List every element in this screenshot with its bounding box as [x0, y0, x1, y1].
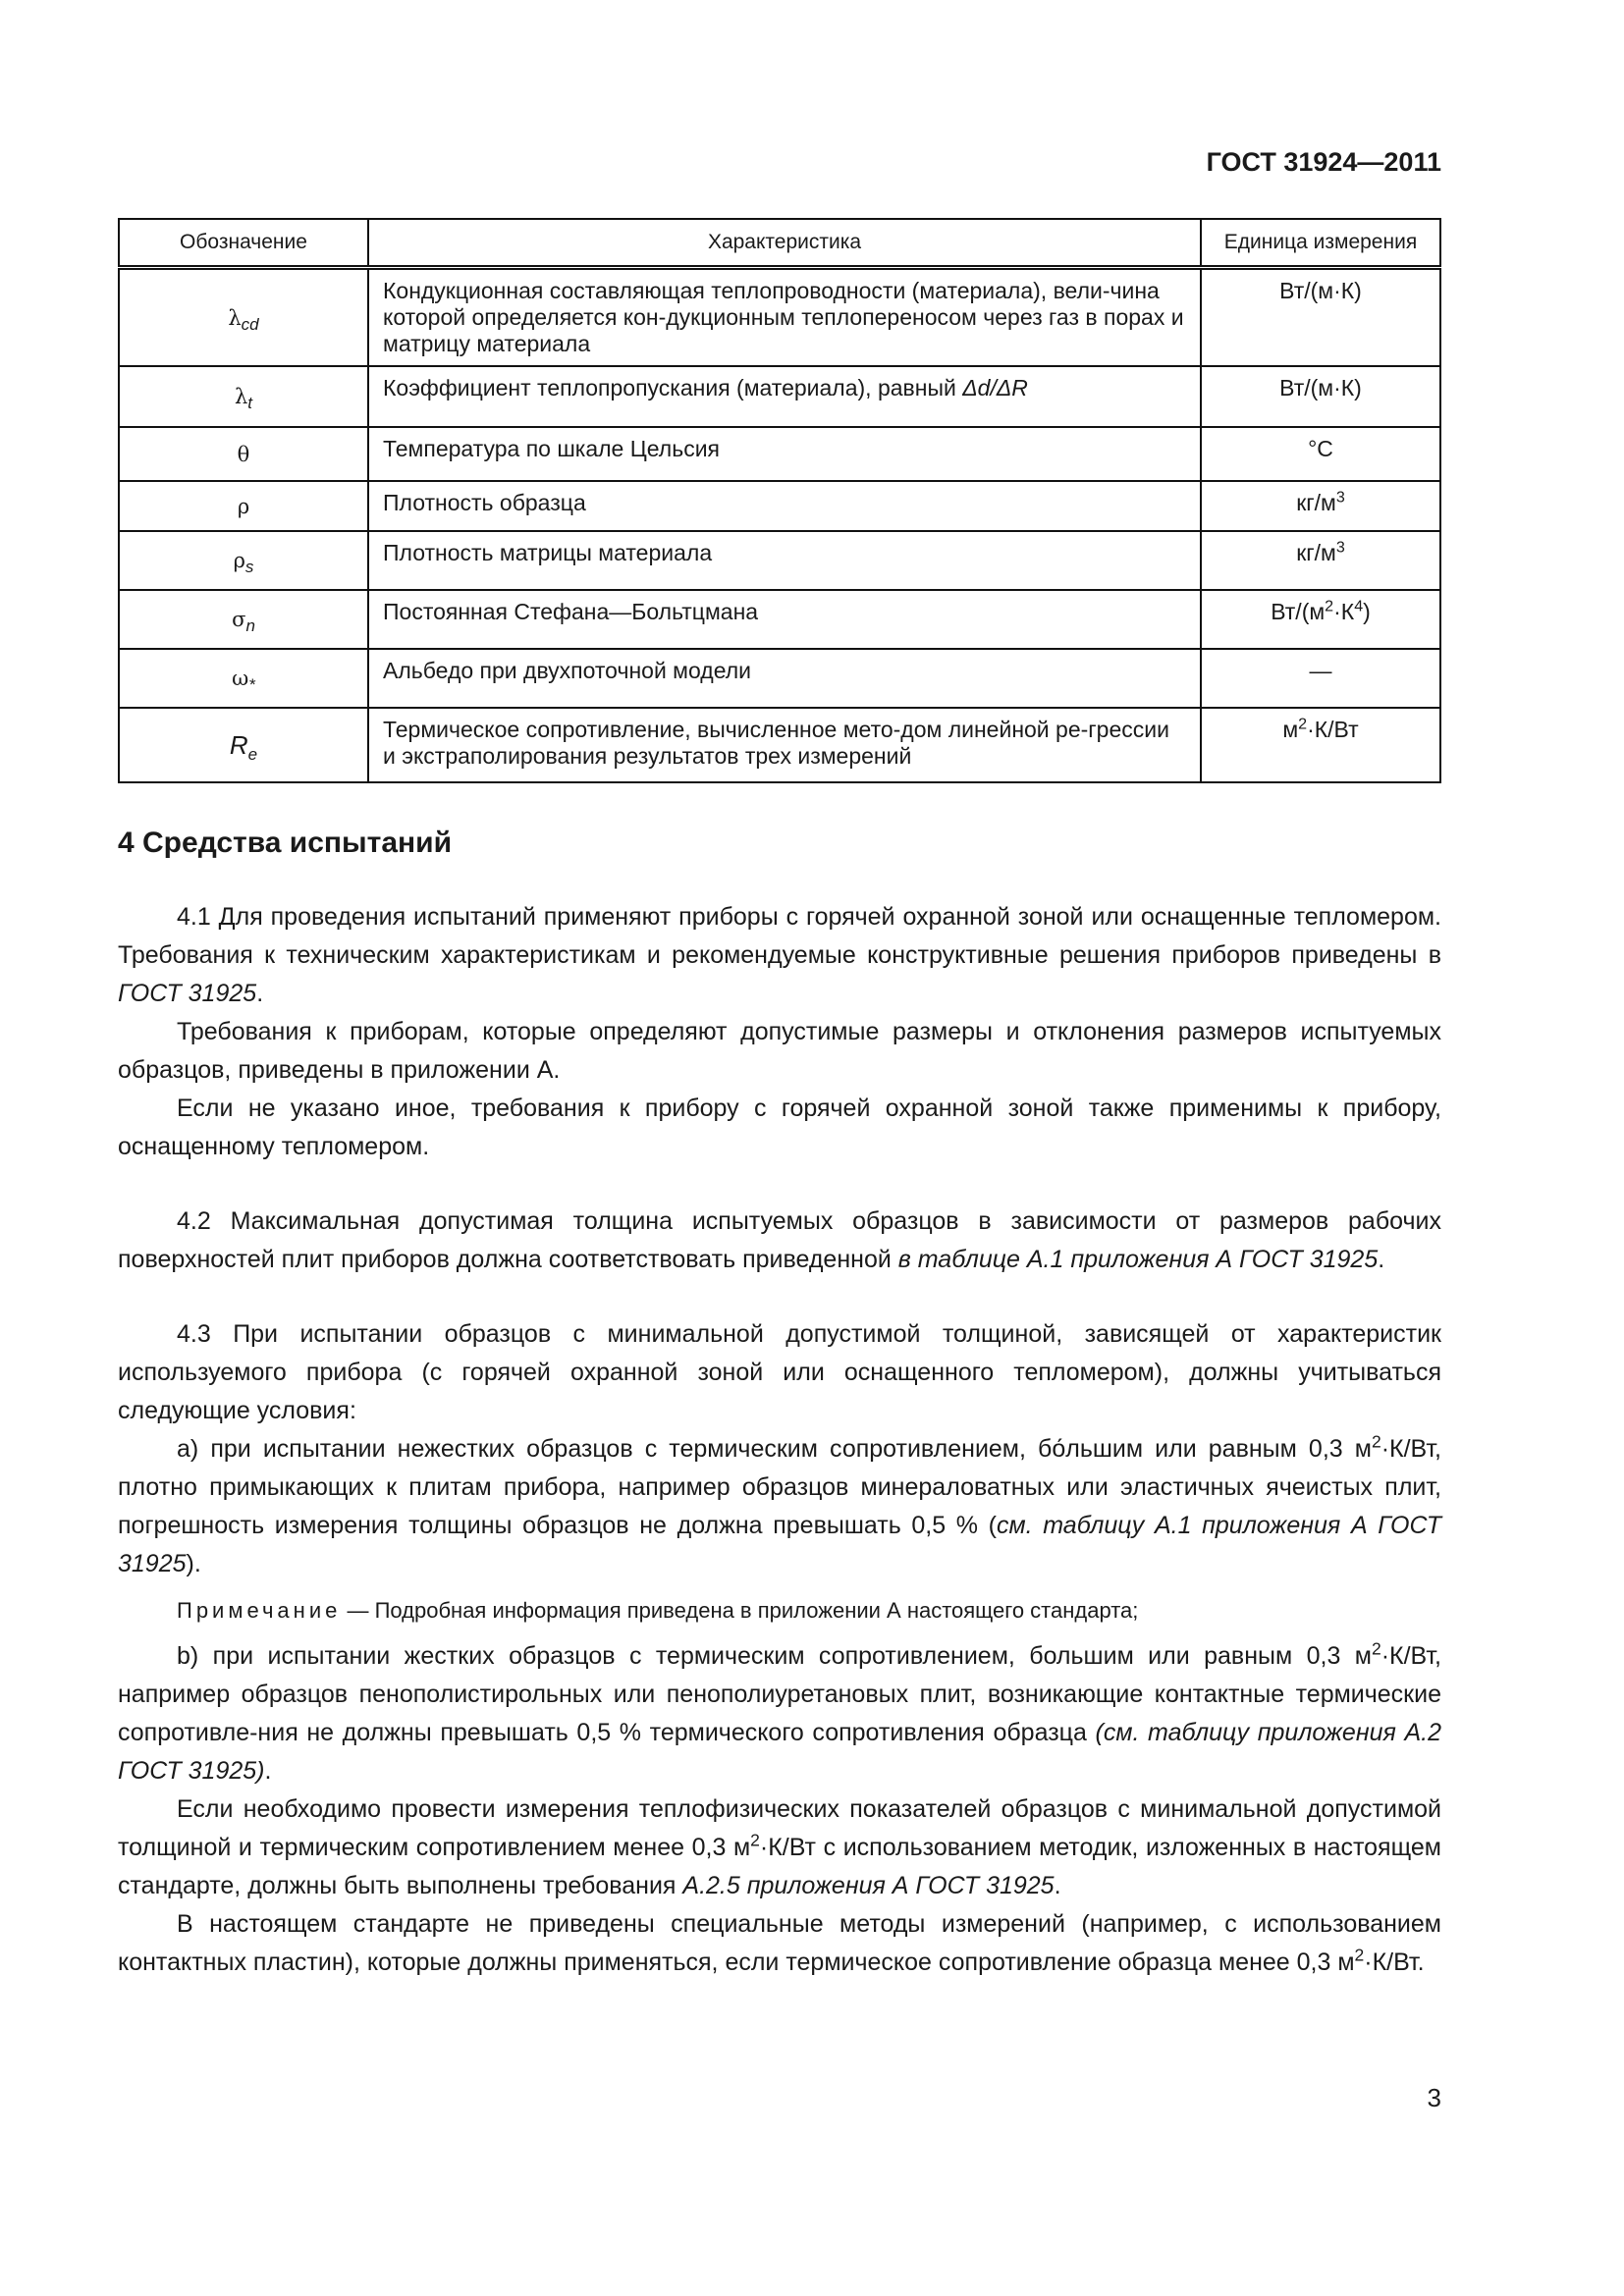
text-run: — Подробная информация приведена в приложении А настоящего стандарта;: [341, 1598, 1139, 1623]
symbol: λ: [234, 385, 248, 409]
text-run: Если необходимо провести измерения теплофизических показателей образцов с минимальной допустимой толщиной и термическим сопротивлением менее 0,3 м: [118, 1795, 1441, 1861]
unit-text: Вт/(м·К): [1279, 278, 1362, 303]
exponent: 2: [1354, 1945, 1365, 1965]
paragraph: [118, 1013, 1441, 1090]
exponent: 2: [1371, 1638, 1381, 1659]
text-run: Если не указано иное, требования к прибору с горячей охранной зоной также применимы к прибору, оснащенному тепломером.: [118, 1095, 1441, 1160]
text-run: Примечание: [177, 1598, 342, 1623]
description-text: Кондукционная составляющая теплопроводности (материала), вели-чина которой определяется кон-дукционным теплопереносом через газ в порах и матрицу материала: [383, 278, 1184, 356]
unit-cell: [1201, 590, 1440, 649]
unit-text: ·К/Вт: [1307, 716, 1359, 742]
description-text: Плотность образца: [383, 489, 586, 515]
paragraph: [118, 1430, 1441, 1583]
unit-text: °С: [1308, 435, 1333, 461]
reference-text: см. таблицу А.1 приложения А ГОСТ 31925: [118, 1512, 1441, 1577]
column-header: Характеристика: [368, 219, 1201, 268]
description-cell: [368, 366, 1201, 427]
text-run: .: [1378, 1246, 1385, 1273]
unit-exponent: 4: [1354, 596, 1364, 614]
symbol-subscript: n: [245, 616, 255, 636]
unit-text: Вт/(м: [1271, 598, 1326, 624]
description-cell: [368, 708, 1201, 782]
symbol: σ: [232, 608, 246, 632]
table-row: [119, 268, 1440, 366]
table-row: [119, 649, 1440, 708]
symbol: λ: [228, 306, 242, 331]
description-text: Постоянная Стефана—Больтцмана: [383, 598, 759, 624]
text-run: Требования к приборам, которые определяют допустимые размеры и отклонения размеров испытуемых образцов, приведены в приложении А.: [118, 1018, 1441, 1084]
text-run: В настоящем стандарте не приведены специальные методы измерений (например, с использованием контактных пластин), которые должны применяться, если термическое сопротивление образца менее 0,3 м: [118, 1910, 1441, 1976]
symbol: ω: [232, 667, 249, 691]
symbol: ρ: [233, 549, 245, 573]
description-text: Плотность матрицы материала: [383, 539, 713, 565]
reference-text: в таблице А.1 приложения А ГОСТ 31925: [897, 1246, 1379, 1273]
page-number: 3: [1427, 2083, 1441, 2112]
text-run: ·К/Вт.: [1364, 1949, 1425, 1976]
text-run: .: [1054, 1872, 1061, 1899]
unit-text: Вт/(м·К): [1279, 374, 1362, 400]
formula-text: Δd/ΔR: [962, 374, 1028, 400]
unit-cell: [1201, 708, 1440, 782]
section-heading: 4 Средства испытаний: [118, 827, 453, 859]
paragraph: [118, 1790, 1441, 1905]
symbol-subscript: s: [244, 558, 254, 577]
symbol-cell: [119, 268, 368, 366]
unit-exponent: 3: [1335, 537, 1345, 556]
unit-cell: [1201, 531, 1440, 590]
paragraph: [118, 1315, 1441, 1430]
description-cell: [368, 531, 1201, 590]
column-header: Единица измерения: [1201, 219, 1440, 268]
text-run: 4.2 Максимальная допустимая толщина испытуемых образцов в зависимости от размеров рабочих поверхностей плит приборов должна соответствовать приведенной: [118, 1207, 1441, 1273]
text-run: 4.1 Для проведения испытаний применяют приборы с горячей охранной зоной или оснащенные тепломером. Требования к техническим характеристикам и рекомендуемые конструктивные решения приборов приведены в: [118, 903, 1441, 969]
text-run: .: [256, 980, 264, 1007]
exponent: 2: [750, 1830, 760, 1850]
description-text: Коэффициент теплопропускания (материала), равный: [383, 374, 963, 400]
table-row: [119, 531, 1440, 590]
symbols-table: [118, 218, 1441, 783]
text-run: ·К/Вт с использованием методик, изложенных в настоящем стандарте, должны быть выполнены требования: [118, 1834, 1441, 1899]
unit-exponent: 2: [1298, 714, 1308, 732]
reference-text: (см. таблицу приложения А.2 ГОСТ 31925): [118, 1719, 1441, 1785]
symbol: R: [229, 730, 248, 761]
description-text: Температура по шкале Цельсия: [383, 435, 720, 461]
symbol-cell: [119, 649, 368, 708]
unit-text: кг/м: [1296, 489, 1336, 515]
description-cell: [368, 268, 1201, 366]
reference-text: ГОСТ 31925: [118, 980, 257, 1007]
symbol-cell: [119, 366, 368, 427]
paragraph: [118, 1090, 1441, 1166]
unit-cell: [1201, 427, 1440, 481]
paragraph: [118, 1202, 1441, 1279]
unit-text: ·К: [1333, 598, 1355, 624]
paragraph: [118, 898, 1441, 1013]
table-row: [119, 708, 1440, 782]
text-run: ·К/Вт, например образцов пенополистирольных или пенополиуретановых плит, возникающие контактные термические сопротивле-ния не должны превышать 0,5 % термического сопротивления образца: [118, 1642, 1441, 1746]
symbol-subscript: t: [247, 394, 253, 413]
text-run: ).: [186, 1550, 201, 1577]
reference-text: А.2.5 приложения А ГОСТ 31925: [682, 1872, 1055, 1899]
symbol: θ: [237, 442, 250, 466]
unit-exponent: 2: [1325, 596, 1334, 614]
table-row: [119, 481, 1440, 531]
text-run: 4.3 При испытании образцов с минимальной допустимой толщиной, зависящей от характеристик используемого прибора (с горячей охранной зоной или оснащенного тепломером), должны учитываться следующие условия:: [118, 1320, 1441, 1424]
table-header-row: [119, 219, 1440, 268]
symbol-subscript: e: [247, 745, 258, 765]
description-text: Альбедо при двухпоточной модели: [383, 657, 751, 683]
unit-text: ): [1363, 598, 1371, 624]
description-cell: [368, 481, 1201, 531]
text-run: ·К/Вт, плотно примыкающих к плитам прибора, например образцов минераловатных или эластичных ячеистых плит, погрешность измерения толщины образцов не должна превышать 0,5 % (: [118, 1435, 1441, 1539]
unit-exponent: 3: [1335, 487, 1345, 506]
symbol-cell: [119, 427, 368, 481]
section-body: [118, 898, 1441, 1982]
symbol-cell: [119, 481, 368, 531]
description-cell: [368, 649, 1201, 708]
unit-text: —: [1309, 657, 1332, 683]
unit-cell: [1201, 268, 1440, 366]
table-row: [119, 366, 1440, 427]
table-row: [119, 427, 1440, 481]
description-text: Термическое сопротивление, вычисленное мето-дом линейной ре-грессии и экстраполирования результатов трех измерений: [383, 716, 1169, 769]
unit-text: м: [1282, 716, 1299, 742]
symbol-cell: [119, 531, 368, 590]
paragraph: [118, 1637, 1441, 1790]
note-paragraph: [118, 1591, 1441, 1629]
exponent: 2: [1371, 1431, 1381, 1452]
column-header: Обозначение: [119, 219, 368, 268]
text-run: b) при испытании жестких образцов с термическим сопротивлением, большим или равным 0,3 м: [177, 1642, 1372, 1670]
unit-cell: [1201, 366, 1440, 427]
symbol-subscript: *: [248, 675, 255, 695]
unit-cell: [1201, 481, 1440, 531]
document-header: ГОСТ 31924—2011: [1206, 147, 1441, 177]
symbol-cell: [119, 708, 368, 782]
text-run: а) при испытании нежестких образцов с термическим сопротивлением, бо́льшим или равным 0,3 м: [177, 1435, 1372, 1463]
text-run: .: [264, 1757, 272, 1785]
unit-cell: [1201, 649, 1440, 708]
symbol-cell: [119, 590, 368, 649]
symbol: ρ: [237, 494, 250, 518]
unit-text: кг/м: [1296, 539, 1336, 565]
paragraph: [118, 1905, 1441, 1982]
description-cell: [368, 590, 1201, 649]
symbol-subscript: cd: [241, 315, 259, 335]
description-cell: [368, 427, 1201, 481]
table-row: [119, 590, 1440, 649]
